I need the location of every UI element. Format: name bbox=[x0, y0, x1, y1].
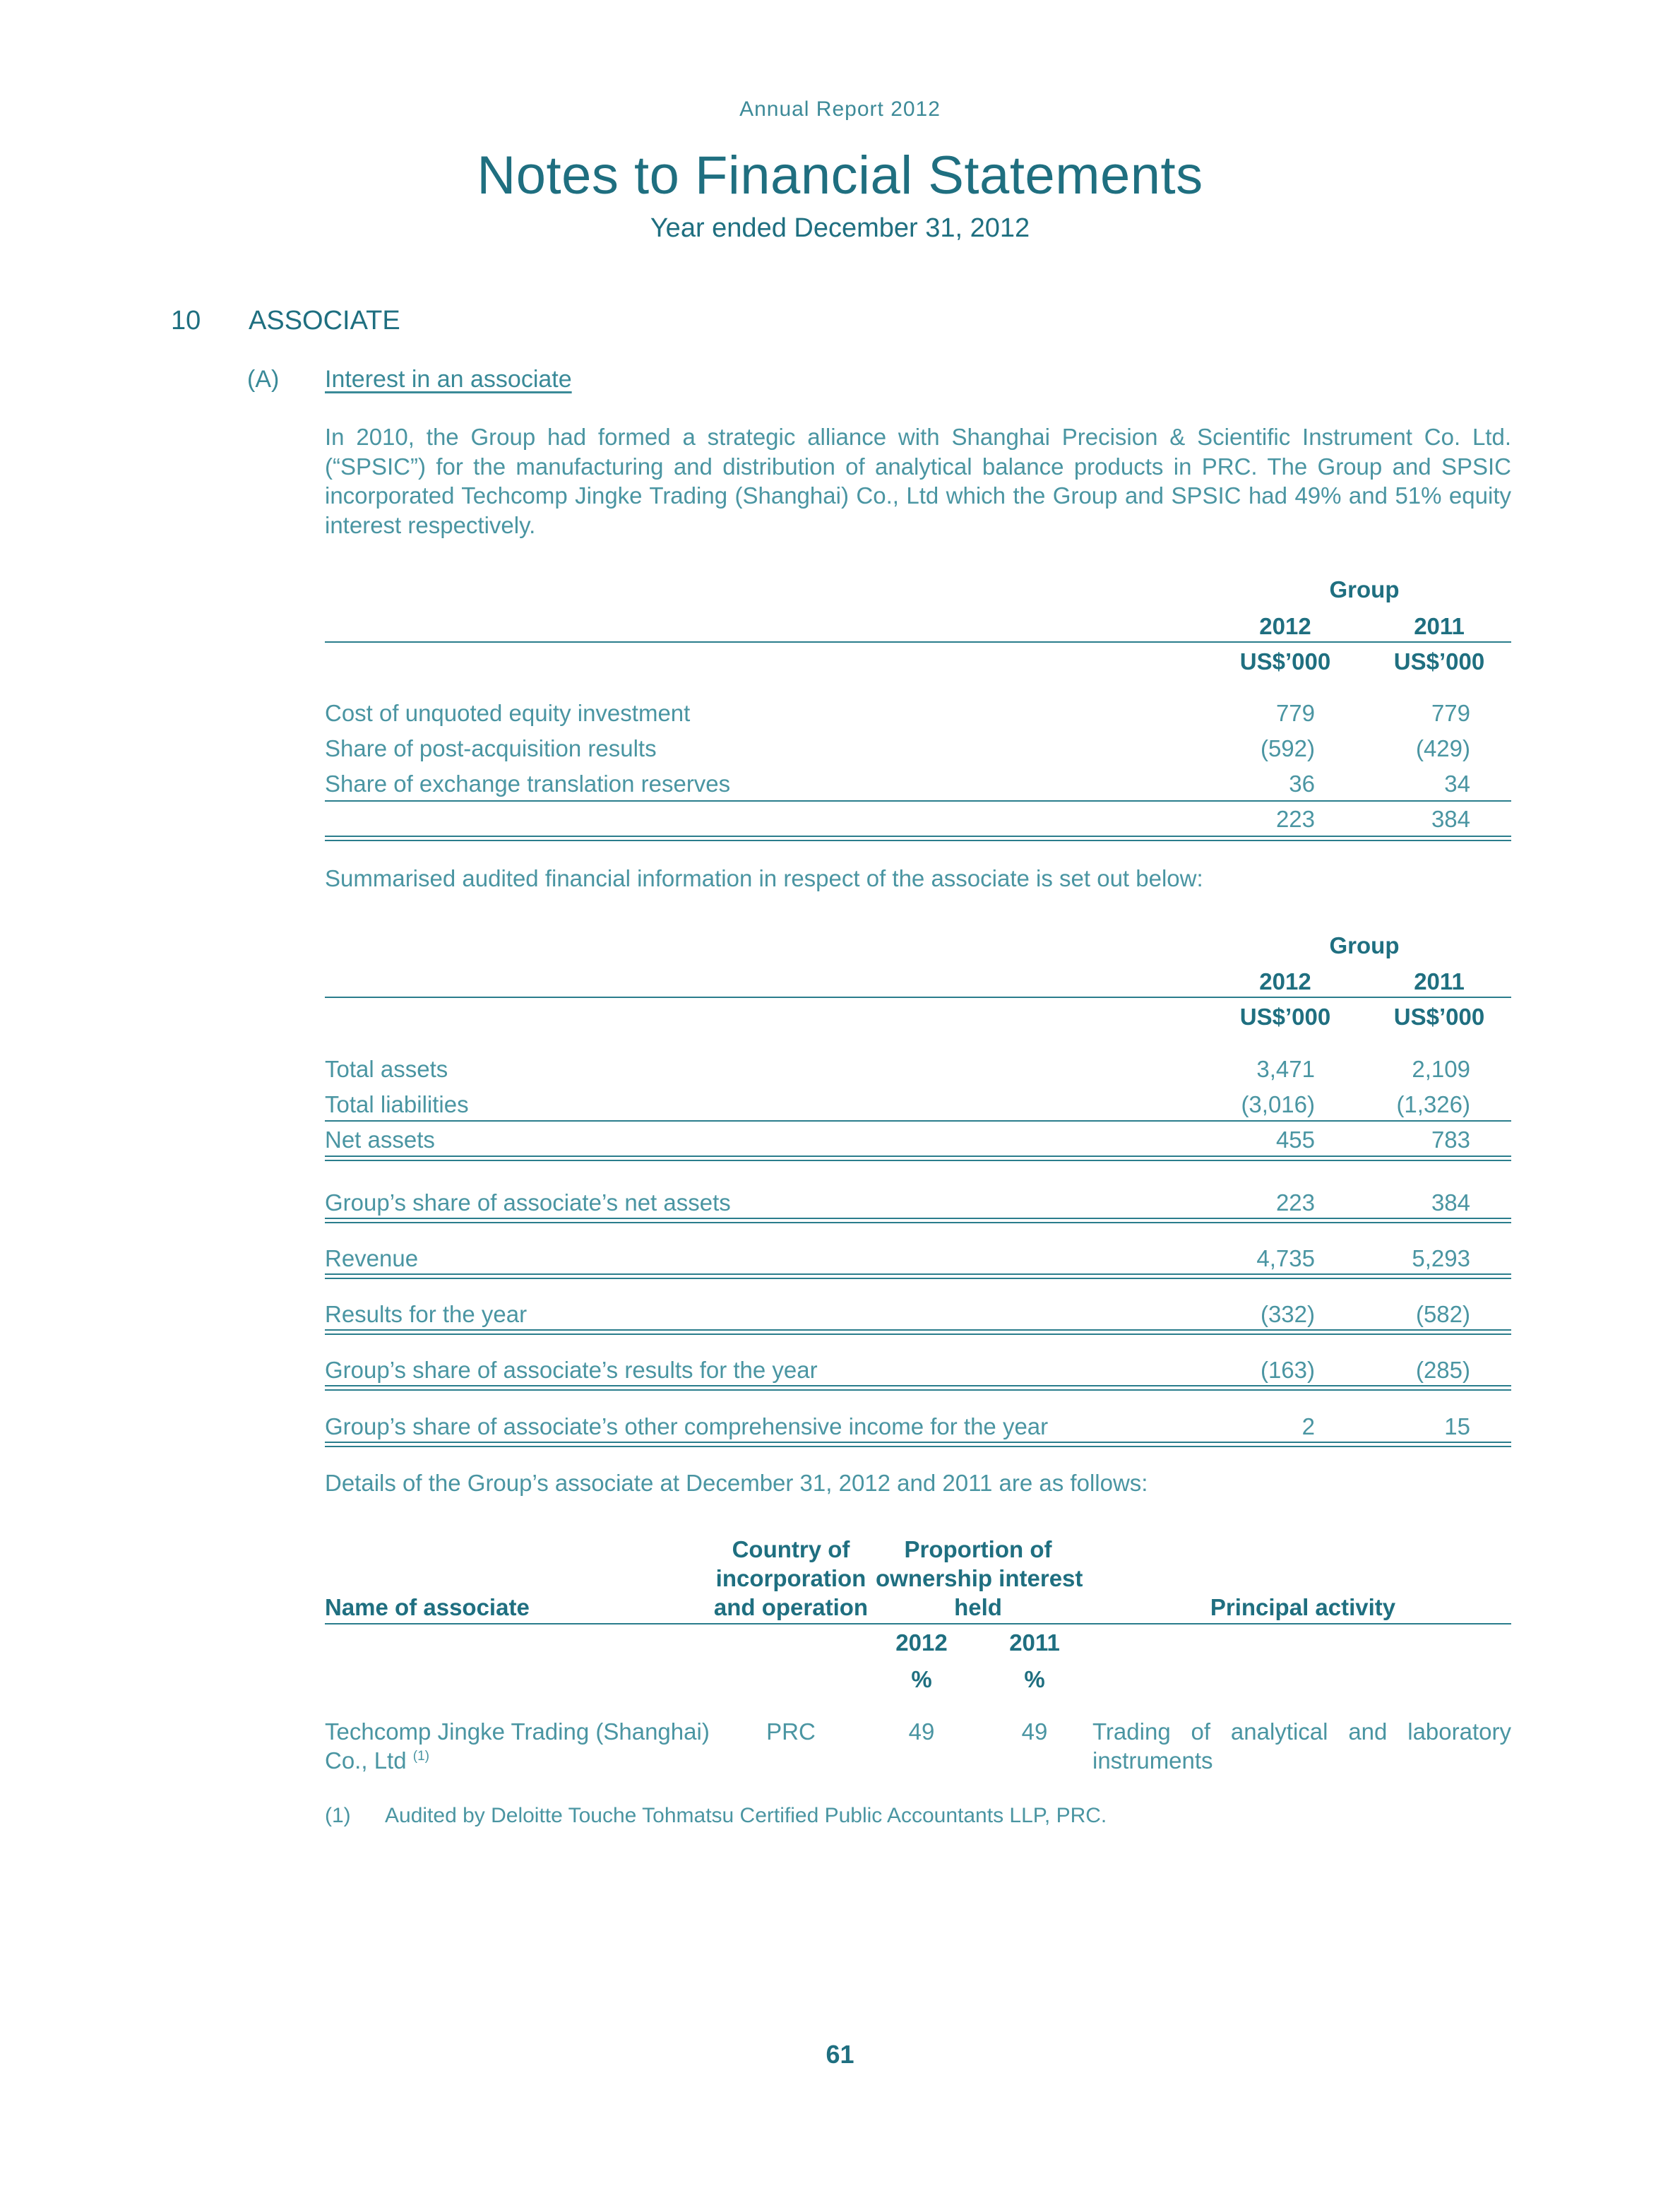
value-2011: 2,109 bbox=[1412, 1056, 1470, 1082]
value-2011: 15 bbox=[1444, 1413, 1470, 1439]
value-2011: 5,293 bbox=[1412, 1245, 1470, 1271]
year-2012-header: 2012 bbox=[895, 1629, 948, 1656]
associate-interest-2011: 49 bbox=[1021, 1718, 1048, 1745]
associate-name-cont bbox=[325, 1747, 429, 1774]
activity-header: Principal activity bbox=[1210, 1594, 1396, 1620]
associate-activity: Trading of analytical and laboratory bbox=[1092, 1718, 1511, 1745]
percent-2011-header: % bbox=[1024, 1666, 1045, 1692]
total-double-rule bbox=[325, 1442, 1511, 1447]
value-2011: 34 bbox=[1444, 771, 1470, 797]
associate-interest-2012: 49 bbox=[908, 1718, 935, 1745]
country-header-line: Country of bbox=[732, 1536, 850, 1562]
unit-2012-header: US$’000 bbox=[1239, 648, 1331, 675]
total-double-rule bbox=[325, 1385, 1511, 1391]
total-double-rule bbox=[325, 1156, 1511, 1161]
percent-2012-header: % bbox=[911, 1666, 932, 1692]
value-2011: (582) bbox=[1415, 1301, 1470, 1327]
row-label: Total assets bbox=[325, 1056, 448, 1082]
row-label: Total liabilities bbox=[325, 1091, 469, 1117]
value-2012: 36 bbox=[1289, 771, 1315, 797]
row-label: Cost of unquoted equity investment bbox=[325, 700, 691, 726]
row-label: Share of post-acquisition results bbox=[325, 735, 657, 761]
summary-intro: Summarised audited financial information in respect of the associate is set out below: bbox=[325, 865, 1203, 891]
subsection-label: (A) bbox=[247, 366, 280, 393]
subsection-title: Interest in an associate bbox=[325, 366, 572, 393]
total-double-rule bbox=[325, 1218, 1511, 1223]
total-2011: 384 bbox=[1431, 806, 1470, 832]
proportion-header-line: ownership interest bbox=[876, 1565, 1083, 1591]
subtotal-rule bbox=[325, 800, 1511, 802]
year-2012-header: 2012 bbox=[1259, 613, 1311, 639]
country-header-line: incorporation bbox=[715, 1565, 866, 1591]
associate-name-line2: Co., Ltd bbox=[325, 1747, 407, 1774]
intro-paragraph: In 2010, the Group had formed a strategic alliance with Shanghai Precision & Scientific Instrument Co. Ltd. (“SPSIC”) for the manufacturing and distribution of analytical balance products in PRC. The Group and SPSIC incorporated Techcomp Jingke Trading (Shanghai) Co., Ltd which the Group and SPSIC had 49% and 51% equity interest respectively. bbox=[325, 424, 1511, 538]
header-rule bbox=[325, 641, 1511, 643]
value-2012: 2 bbox=[1301, 1413, 1315, 1439]
year-2011-header: 2011 bbox=[1414, 968, 1465, 994]
year-2012-header: 2012 bbox=[1259, 968, 1311, 994]
details-intro: Details of the Group’s associate at December 31, 2012 and 2011 are as follows: bbox=[325, 1470, 1148, 1496]
proportion-header-line: held bbox=[954, 1594, 1002, 1620]
value-2011: (285) bbox=[1415, 1357, 1470, 1383]
associate-country: PRC bbox=[766, 1718, 816, 1745]
value-2011: (1,326) bbox=[1396, 1091, 1470, 1117]
value-2012: (163) bbox=[1260, 1357, 1315, 1383]
page-subtitle: Year ended December 31, 2012 bbox=[650, 213, 1030, 243]
row-label: Net assets bbox=[325, 1127, 435, 1153]
value-2012: (592) bbox=[1260, 735, 1315, 761]
year-2011-header: 2011 bbox=[1414, 613, 1465, 639]
total-double-rule bbox=[325, 1273, 1511, 1279]
proportion-header-line: Proportion of bbox=[904, 1536, 1052, 1562]
group-header: Group bbox=[1329, 932, 1400, 958]
value-2011: (429) bbox=[1415, 735, 1470, 761]
section-title: ASSOCIATE bbox=[249, 306, 400, 335]
row-label: Share of exchange translation reserves bbox=[325, 771, 731, 797]
value-2011: 783 bbox=[1431, 1127, 1470, 1153]
value-2012: 223 bbox=[1275, 1189, 1315, 1216]
value-2012: 455 bbox=[1275, 1127, 1315, 1153]
value-2012: (3,016) bbox=[1241, 1091, 1315, 1117]
name-header: Name of associate bbox=[325, 1594, 530, 1620]
total-double-rule bbox=[325, 1329, 1511, 1335]
header-rule bbox=[325, 1623, 1511, 1624]
row-label: Revenue bbox=[325, 1245, 419, 1271]
value-2011: 384 bbox=[1431, 1189, 1470, 1216]
unit-2011-header: US$’000 bbox=[1393, 1004, 1485, 1030]
row-label: Group’s share of associate’s results for the year bbox=[325, 1357, 818, 1383]
associate-name: Techcomp Jingke Trading (Shanghai) bbox=[325, 1718, 710, 1745]
row-label: Results for the year bbox=[325, 1301, 528, 1327]
header-rule bbox=[325, 997, 1511, 998]
value-2012: 4,735 bbox=[1256, 1245, 1315, 1271]
footnote-label: (1) bbox=[325, 1804, 351, 1827]
row-label: Group’s share of associate’s other comprehensive income for the year bbox=[325, 1413, 1049, 1439]
value-2012: (332) bbox=[1260, 1301, 1315, 1327]
value-2011: 779 bbox=[1431, 700, 1470, 726]
year-2011-header: 2011 bbox=[1009, 1629, 1060, 1656]
page-number: 61 bbox=[826, 2040, 854, 2069]
value-2012: 779 bbox=[1275, 700, 1315, 726]
associate-activity-cont: instruments bbox=[1092, 1747, 1213, 1774]
total-2012: 223 bbox=[1275, 806, 1315, 832]
running-head: Annual Report 2012 bbox=[739, 97, 941, 121]
total-double-rule bbox=[325, 836, 1511, 841]
unit-2011-header: US$’000 bbox=[1393, 648, 1485, 675]
subtotal-rule bbox=[325, 1120, 1511, 1122]
unit-2012-header: US$’000 bbox=[1239, 1004, 1331, 1030]
footnote-ref: (1) bbox=[412, 1749, 429, 1764]
page-title: Notes to Financial Statements bbox=[477, 145, 1203, 206]
group-header: Group bbox=[1329, 576, 1400, 602]
section-number: 10 bbox=[171, 306, 201, 335]
footnote-text: Audited by Deloitte Touche Tohmatsu Certified Public Accountants LLP, PRC. bbox=[385, 1804, 1107, 1827]
row-label: Group’s share of associate’s net assets bbox=[325, 1189, 731, 1216]
value-2012: 3,471 bbox=[1256, 1056, 1315, 1082]
country-header-line: and operation bbox=[713, 1594, 869, 1620]
